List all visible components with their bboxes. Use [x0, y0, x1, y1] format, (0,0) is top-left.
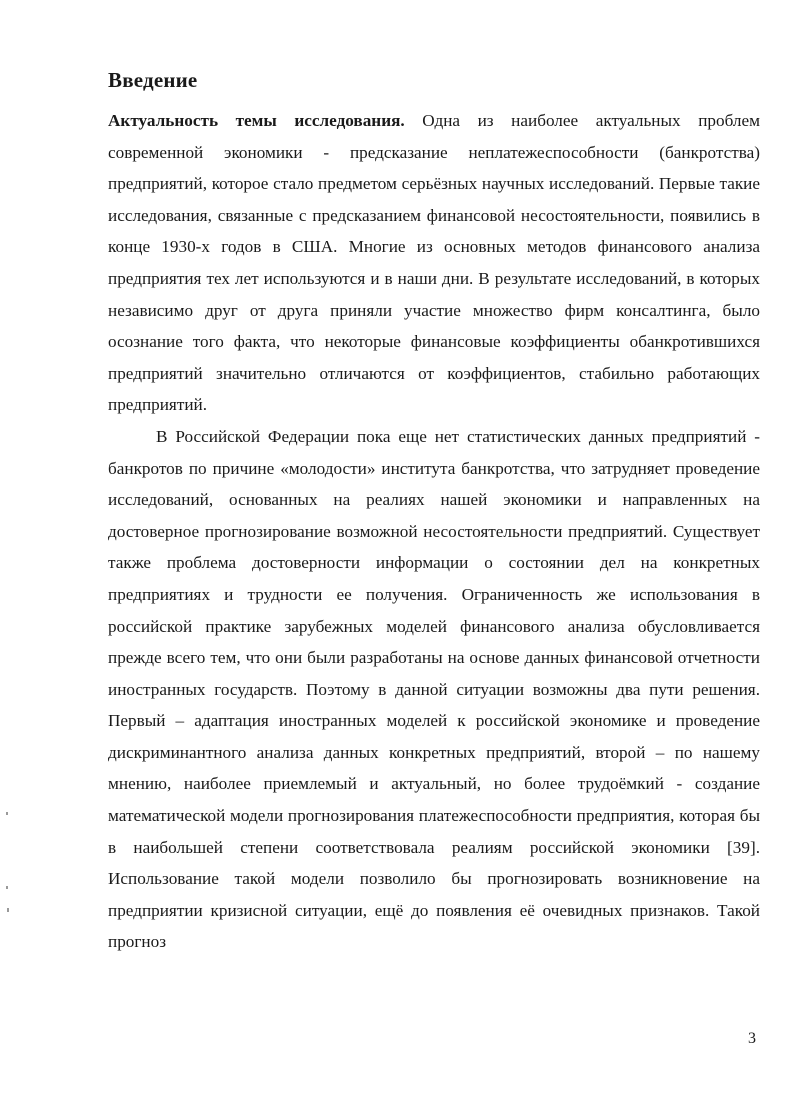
paragraph-relevance-text: Одна из наиболее актуальных проблем современной экономики - предсказание неплатежеспособности (банкротства) предприятий, которое стало предметом серьёзных научных исследований. Первые такие исследования, связанные с предсказанием финансовой несостоятельности, появились в конце 1930-х годов в США. Многие из основных методов финансового анализа предприятия тех лет используются и в наши дни. В результате исследований, в которых независимо друг от друга приняли участие множество фирм консалтинга, было осознание того факта, что некоторые финансовые коэффициенты обанкротившихся предприятий значительно отличаются от коэффициентов, стабильно работающих предприятий.	[108, 111, 761, 415]
scan-artifact	[7, 908, 9, 912]
scan-artifact	[6, 812, 8, 815]
paragraph-lead: Актуальность темы исследования.	[108, 111, 405, 130]
paragraph-relevance	[108, 105, 760, 421]
scan-artifact	[6, 886, 8, 889]
section-heading: Введение	[108, 68, 198, 92]
page-number: 3	[748, 1030, 756, 1047]
body-text	[108, 105, 760, 958]
paragraph-russian-federation: В Российской Федерации пока еще нет статистических данных предприятий - банкротов по причине «молодости» института банкротства, что затрудняет проведение исследований, основанных на реалиях нашей экономики и направленных на достоверное прогнозирование возможной несостоятельности предприятий. Существует также проблема достоверности информации о состоянии дел на конкретных предприятиях и трудности ее получения. Ограниченность же использования в российской практике зарубежных моделей финансового анализа обусловливается прежде всего тем, что они были разработаны на основе данных финансовой отчетности иностранных государств. Поэтому в данной ситуации возможны два пути решения. Первый – адаптация иностранных моделей к российской экономике и проведение дискриминантного анализа данных конкретных предприятий, второй – по нашему мнению, наиболее приемлемый и актуальный, но более трудоёмкий - создание математической модели прогнозирования платежеспособности предприятия, которая бы в наибольшей степени соответствовала реалиям российской экономики [39]. Использование такой модели позволило бы прогнозировать возникновение на предприятии кризисной ситуации, ещё до появления её очевидных признаков. Такой прогноз	[108, 426, 760, 952]
